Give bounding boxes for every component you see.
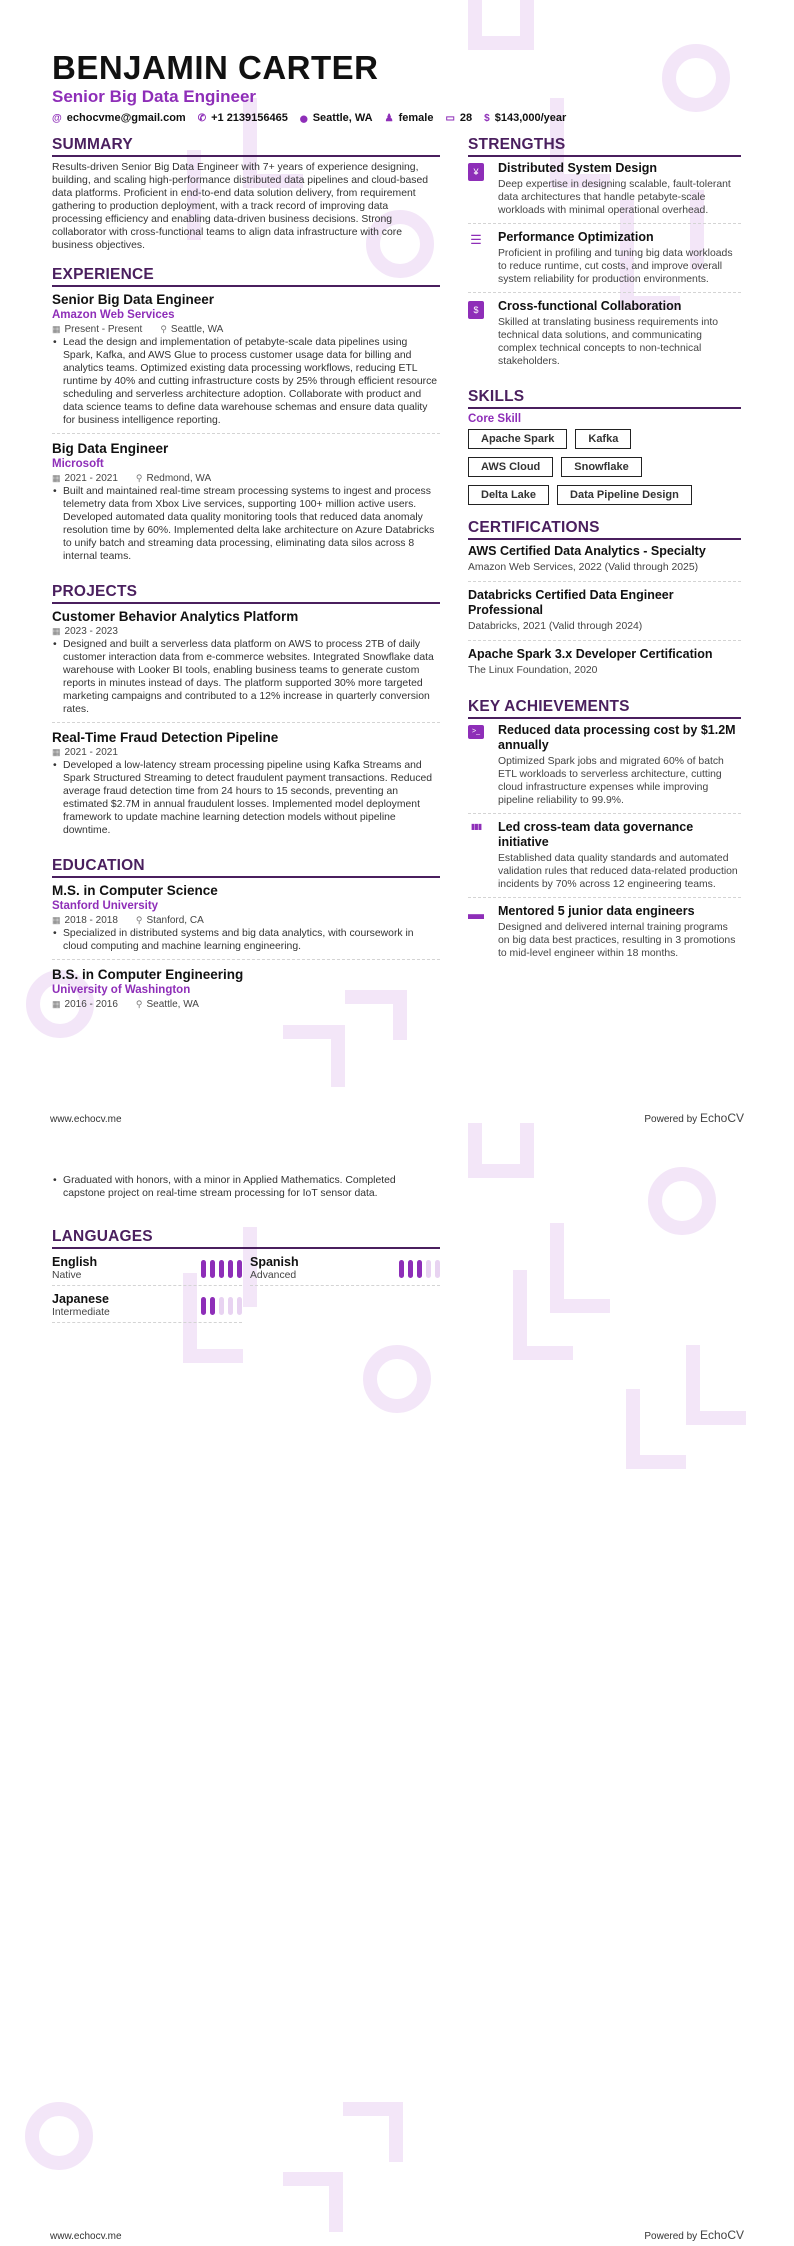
- decor-shape: [331, 1025, 345, 1087]
- summary-section: [52, 136, 440, 252]
- resume-page-2: [0, 1123, 794, 2246]
- language-level: Native: [52, 1270, 82, 1281]
- language-item: [52, 1253, 242, 1286]
- project-name: Customer Behavior Analytics Platform: [52, 609, 299, 624]
- decor-shape: [329, 2172, 343, 2232]
- chat-bubble-icon: ▬: [468, 906, 484, 923]
- calendar-icon: ▦: [52, 626, 61, 636]
- strength-description: Proficient in profiling and tuning big data workloads to reduce runtime, cut costs, and improve overall system reliability for production environments.: [498, 248, 733, 285]
- calendar-icon: ▦: [52, 915, 61, 925]
- proficiency-pip: [435, 1260, 440, 1278]
- proficiency-pip: [210, 1260, 215, 1278]
- contact-gender: ♟ female: [384, 112, 434, 124]
- decor-ring: [25, 2102, 93, 2170]
- proficiency-pip: [228, 1297, 233, 1315]
- education-description: • Graduated with honors, with a minor in Applied Mathematics. Completed capstone project on real-time stream processing for IoT sensor data.: [52, 1174, 440, 1200]
- job-meta: ▦ Present - Present ⚲ Seattle, WA: [52, 324, 224, 335]
- contact-email[interactable]: @ echocvme@gmail.com: [52, 112, 186, 124]
- location-pin-icon: ⚲: [135, 915, 143, 925]
- strength-title: Distributed System Design: [498, 161, 658, 175]
- skills-section: [468, 388, 741, 505]
- proficiency-pip: [201, 1297, 206, 1315]
- achievement-item: [468, 820, 741, 898]
- education-item: [52, 882, 440, 960]
- certification-issuer: The Linux Foundation, 2020: [468, 665, 598, 676]
- proficiency-pip: [201, 1260, 206, 1278]
- job-meta: ▦ 2021 - 2021 ⚲ Redmond, WA: [52, 473, 212, 484]
- certification-item: [468, 647, 741, 684]
- achievement-item: [468, 904, 741, 966]
- proficiency-pip: [219, 1260, 224, 1278]
- footer-powered: Powered by EchoCV: [644, 2228, 744, 2242]
- education-description: • Specialized in distributed systems and big data analytics, with coursework in cloud computing and machine learning engineering.: [52, 927, 440, 953]
- section-heading: STRENGTHS: [468, 136, 741, 157]
- certification-name: Databricks Certified Data Engineer Professional: [468, 588, 674, 617]
- achievement-item: [468, 723, 741, 814]
- section-heading: LANGUAGES: [52, 1228, 440, 1249]
- certifications-section: [468, 519, 741, 684]
- calendar-icon: ▦: [52, 324, 61, 334]
- experience-section: [52, 266, 440, 569]
- certification-name: Apache Spark 3.x Developer Certification: [468, 647, 713, 661]
- achievement-description: Designed and delivered internal training programs on big data best practices, resulting in 3 promotions to mid-level engineer within 18 months.: [498, 922, 736, 959]
- section-heading: EXPERIENCE: [52, 266, 440, 287]
- decor-shape: [468, 1164, 534, 1178]
- proficiency-pip: [237, 1260, 242, 1278]
- proficiency-pip: [237, 1297, 242, 1315]
- decor-shape: [686, 1411, 746, 1425]
- location-pin-icon: ⚲: [135, 999, 143, 1009]
- decor-shape: [468, 36, 534, 50]
- section-heading: SKILLS: [468, 388, 741, 409]
- proficiency-pip: [399, 1260, 404, 1278]
- education-continued: [52, 1174, 440, 1200]
- language-level: Advanced: [250, 1270, 297, 1281]
- person-icon: ♟: [384, 113, 394, 124]
- skill-tag: Delta Lake: [468, 485, 549, 505]
- project-meta: ▦ 2021 - 2021: [52, 747, 118, 758]
- achievement-title: Reduced data processing cost by $1.2M annually: [498, 723, 736, 752]
- school-name: University of Washington: [52, 984, 191, 996]
- certification-issuer: Amazon Web Services, 2022 (Valid through 2025): [468, 562, 699, 573]
- strengths-section: [468, 136, 741, 374]
- lines-icon: ☰: [470, 232, 482, 247]
- language-level: Intermediate: [52, 1307, 110, 1318]
- education-item: [52, 966, 440, 1017]
- degree: B.S. in Computer Engineering: [52, 967, 244, 982]
- skill-tag: AWS Cloud: [468, 457, 553, 477]
- project-meta: ▦ 2023 - 2023: [52, 626, 118, 637]
- school-name: Stanford University: [52, 900, 159, 912]
- experience-item: [52, 291, 440, 434]
- degree: M.S. in Computer Science: [52, 883, 218, 898]
- decor-ring: [363, 1345, 431, 1413]
- calendar-icon: ▦: [52, 473, 61, 483]
- resume-header: [52, 50, 752, 124]
- proficiency-pip: [426, 1260, 431, 1278]
- bar-chart-icon: ▮▮▮: [470, 822, 482, 831]
- strength-title: Performance Optimization: [498, 230, 654, 244]
- decor-shape: [183, 1349, 243, 1363]
- education-section: [52, 857, 440, 1017]
- education-meta: ▦ 2016 - 2016 ⚲ Seattle, WA: [52, 999, 199, 1010]
- phone-icon: ✆: [197, 113, 207, 124]
- proficiency-meter: [201, 1260, 242, 1278]
- language-name: Spanish: [250, 1255, 299, 1269]
- calendar-icon: ▦: [52, 747, 61, 757]
- summary-text: Results-driven Senior Big Data Engineer with 7+ years of experience designing, building, and scaling high-performance distributed data pipelines and cloud-based data platforms. Proficient in end-to-end data solution delivery, from requirement gathering to production deployment, with a track record of improving data processing efficiency and enabling data-driven business decisions. Strong collaborator with cross-functional teams to align data infrastructure with core business objectives.: [52, 162, 429, 251]
- language-item: [52, 1290, 242, 1323]
- experience-item: [52, 440, 440, 569]
- decor-shape: [626, 1455, 686, 1469]
- proficiency-pip: [408, 1260, 413, 1278]
- decor-shape: [389, 2102, 403, 2162]
- certification-item: [468, 544, 741, 582]
- achievement-description: Optimized Spark jobs and migrated 60% of batch ETL workloads to serverless architecture, cutting cloud infrastructure expenses while improving pipeline reliability to 99.9%.: [498, 756, 724, 806]
- language-name: English: [52, 1255, 98, 1269]
- achievement-description: Established data quality standards and automated validation rules that reduced data-related production incidents by 70% across 12 engineering teams.: [498, 853, 738, 890]
- project-name: Real-Time Fraud Detection Pipeline: [52, 730, 279, 745]
- proficiency-meter: [201, 1297, 242, 1315]
- company-name: Microsoft: [52, 458, 104, 470]
- section-heading: EDUCATION: [52, 857, 440, 878]
- project-item: [52, 608, 440, 723]
- skill-tag: Apache Spark: [468, 429, 567, 449]
- skill-tags: [468, 429, 741, 505]
- at-icon: @: [52, 113, 62, 124]
- certification-item: [468, 588, 741, 641]
- decor-ring: [648, 1167, 716, 1235]
- location-pin-icon: ⚲: [160, 324, 167, 334]
- company-name: Amazon Web Services: [52, 309, 175, 321]
- calendar-icon: ▦: [52, 999, 61, 1009]
- job-description: • Built and maintained real-time stream processing systems to ingest and process telemetry data from Xbox Live services, supporting 100+ million active users. Developed automated data quality monitoring tools that reduced data anomaly resolution time by 60%. Implemented delta lake architecture on Azure Databricks to unify batch and streaming data processing, eliminating data silos across 8 internal teams.: [52, 485, 440, 563]
- left-column: [52, 136, 440, 1031]
- skill-group-label: Core Skill: [468, 413, 522, 425]
- location-pin-icon: ⬤: [299, 116, 308, 123]
- contact-phone[interactable]: ✆ +1 2139156465: [197, 112, 288, 124]
- contact-bar: [52, 112, 752, 124]
- footer-site[interactable]: www.echocv.me: [50, 2231, 122, 2242]
- projects-section: [52, 583, 440, 843]
- project-item: [52, 729, 440, 843]
- job-role: Big Data Engineer: [52, 441, 169, 456]
- contact-age: ▭ 28: [445, 112, 473, 124]
- proficiency-pip: [228, 1260, 233, 1278]
- job-description: • Lead the design and implementation of petabyte-scale data pipelines using Spark, Kafka, and AWS Glue to process customer usage data for billing and analytics teams. Optimized existing data processing workflows, reducing ETL runtime by 40% and cutting infrastructure costs by 25% through efficient resource scheduling and serverless architecture adoption. Collaborate with product and data science teams to define data warehouse schemas and ensure data quality for business intelligence reporting.: [52, 336, 440, 427]
- decor-shape: [550, 1299, 610, 1313]
- footer-site[interactable]: www.echocv.me: [50, 1114, 122, 1125]
- strength-item: [468, 299, 741, 374]
- section-heading: SUMMARY: [52, 136, 440, 157]
- proficiency-pip: [210, 1297, 215, 1315]
- salary-icon: $: [484, 113, 490, 124]
- strength-title: Cross-functional Collaboration: [498, 299, 682, 313]
- strength-item: [468, 161, 741, 224]
- proficiency-meter: [399, 1260, 440, 1278]
- dollar-document-icon: $: [468, 301, 484, 319]
- footer-powered: Powered by EchoCV: [644, 1111, 744, 1125]
- job-role: Senior Big Data Engineer: [52, 292, 215, 307]
- terminal-icon: >_: [468, 725, 484, 739]
- skill-tag: Data Pipeline Design: [557, 485, 692, 505]
- strength-description: Skilled at translating business requirements into technical data solutions, and communicating complex technical concepts to non-technical stakeholders.: [498, 317, 719, 367]
- skill-tag: Snowflake: [561, 457, 641, 477]
- strength-description: Deep expertise in designing scalable, fault-tolerant data architectures that handle petabyte-scale workloads with minimal operational overhead.: [498, 179, 731, 216]
- certification-name: AWS Certified Data Analytics - Specialty: [468, 544, 706, 558]
- decor-shape: [513, 1346, 573, 1360]
- achievement-title: Led cross-team data governance initiative: [498, 820, 694, 849]
- candidate-title: Senior Big Data Engineer: [52, 87, 257, 106]
- proficiency-pip: [417, 1260, 422, 1278]
- section-heading: KEY ACHIEVEMENTS: [468, 698, 741, 719]
- calendar-icon: ▭: [445, 113, 455, 124]
- section-heading: CERTIFICATIONS: [468, 519, 741, 540]
- contact-location: ⬤ Seattle, WA: [299, 112, 373, 124]
- candidate-name: BENJAMIN CARTER: [52, 49, 379, 86]
- achievement-title: Mentored 5 junior data engineers: [498, 904, 695, 918]
- strength-item: [468, 230, 741, 293]
- language-item: [250, 1253, 440, 1286]
- contact-salary: $ $143,000/year: [484, 112, 567, 124]
- languages-grid: [52, 1253, 440, 1327]
- section-heading: PROJECTS: [52, 583, 440, 604]
- education-meta: ▦ 2018 - 2018 ⚲ Stanford, CA: [52, 915, 204, 926]
- skill-tag: Kafka: [575, 429, 631, 449]
- language-name: Japanese: [52, 1292, 109, 1306]
- achievements-section: [468, 698, 741, 966]
- yen-document-icon: ¥: [468, 163, 484, 181]
- proficiency-pip: [219, 1297, 224, 1315]
- location-pin-icon: ⚲: [135, 473, 143, 483]
- certification-issuer: Databricks, 2021 (Valid through 2024): [468, 621, 643, 632]
- right-column: [468, 136, 741, 980]
- project-description: • Developed a low-latency stream processing pipeline using Kafka Streams and Spark Structured Streaming to detect fraudulent payment transactions. Reduced average fraud detection time from 24 hours to 15 seconds, preventing an estimated $2.7M in annual fraudulent losses. Implemented model deployment framework to update machine learning detection models without pipeline downtime.: [52, 759, 440, 837]
- languages-section: [52, 1228, 440, 1327]
- project-description: • Designed and built a serverless data platform on AWS to process 2TB of daily customer interaction data from e-commerce websites. Integrated Snowflake data warehouse with Looker BI tools, enabling business teams to generate custom reports in minutes instead of days. The platform supported 30% more targeted marketing campaigns and contributed to a 12% increase in quarterly conversion rates.: [52, 638, 440, 716]
